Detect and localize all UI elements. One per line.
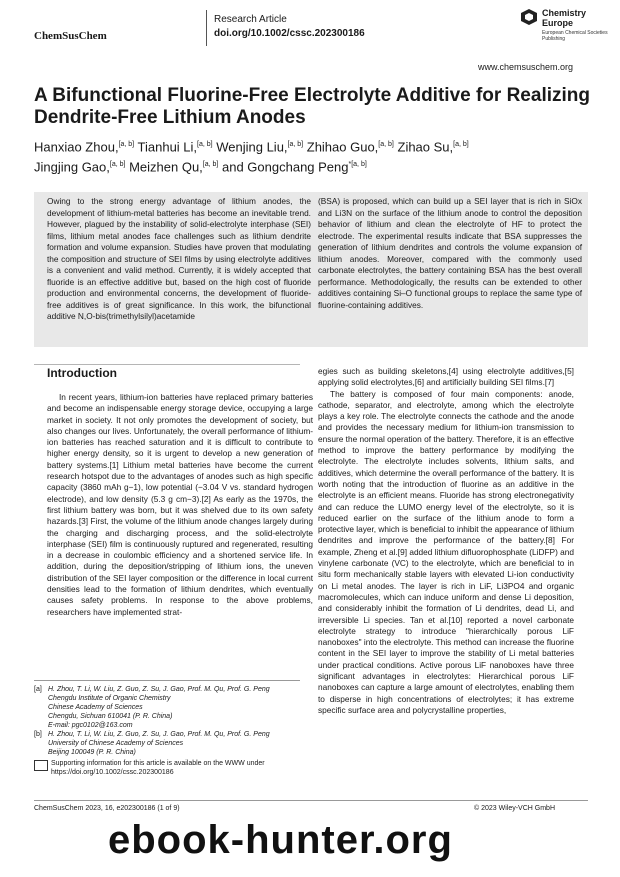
footer-divider [34,800,588,801]
author: Hanxiao Zhou, [34,139,119,155]
article-type: Research Article [214,14,287,25]
author: Zhihao Guo, [306,139,379,155]
watermark: ebook-hunter.org [108,818,453,862]
affiliations [34,685,300,777]
doi-link[interactable]: doi.org/10.1002/cssc.202300186 [214,28,365,39]
author-list: Hanxiao Zhou,[a, b] Tianhui Li,[a, b] Wenjing Liu,[a, b] Zhihao Guo,[a, b] Zihao Su,[a, b] Jingjing Gao,[a, b] Meizhen Qu,[a, b] and Gongchang Peng$^{*[a, b]}$ [34,139,469,175]
article-title: A Bifunctional Fluorine-Free Electrolyte Additive for Realizing Dendrite-Free Lithium Anodes [34,85,590,128]
abstract-right: (BSA) is proposed, which can build up a SEI layer that is rich in SiOx and Li3N on the surface of the lithium anode to control the deposition behavior of lithium and clean the electrolyte of HF to protect the electrode. The experimental results indicate that BSA suppresses the generation of lithium dendrites and controls the volume expansion of lithium anodes. Moreover, compared with the commonly used carbonate electrolytes, the battery containing BSA has the best overall performance. Methodologically, the results can be extended to other additives containing Si–O functional groups to replace the same type of fluorine-containing additives. [318,196,582,310]
author: Tianhui Li, [137,139,198,155]
publisher-logo-icon [520,8,538,26]
affiliation-b: [b] H. Zhou, T. Li, W. Liu, Z. Guo, Z. Su, J. Gao, Prof. M. Qu, Prof. G. Peng University of Chinese Academy of Sciences Beijing 100049 (P. R. China) [34,731,270,756]
author: and Gongchang Peng [222,159,349,175]
publisher-subtitle: European Chemical Societies Publishing [542,30,608,42]
journal-website[interactable]: www.chemsuschem.org [478,62,574,72]
author: Jingjing Gao, [34,159,110,175]
header-divider [206,10,207,46]
section-heading: Introduction [47,366,117,380]
paragraph: In recent years, lithium-ion batteries have replaced primary batteries and become an indispensable energy storage device, occupying a large market in society. It not only promotes the development of society, but also changes our lives. Unfortunately, the overall performance of lithium-ion batteries has reached saturation and it is difficult to contribute to higher energy density, so it is urgent to develop a new generation of battery systems.[1] Lithium metal batteries have become the current research hotspot due to the advantages of anodes such as high specific capacity (3860 mAh g−1), low potential (−3.04 V vs. standard hydrogen electrode), and low density (5.3 g cm−3).[2] As early as the 1970s, the first lithium battery was born, but it was shelved due to its own safety hazards.[3] First, the volume of the lithium anode changes largely during the charging and discharging process, and the solid-electrolyte interphase (SEI) film is continuously ruptured and regenerated, resulting in a decrease in coulombic efficiency and a shortened service life. In addition, during the deposition/stripping of lithium ions, the uneven distribution of the SEI layer composition or the difference in local current densities lead to the formation of lithium dendrites, which eventually causes safety problems. In response to the above problems, researchers have implemented strat- [47,392,313,617]
affiliation-a: [a] H. Zhou, T. Li, W. Liu, Z. Guo, Z. Su, J. Gao, Prof. M. Qu, Prof. G. Peng Chengdu Institute of Organic Chemistry Chinese Academy of Sciences Chengdu, Sichuan 610041 (P. R. China) E-mail: pgc0102@163.com [34,686,270,729]
author: Wenjing Liu, [216,139,288,155]
monitor-icon [34,760,48,771]
paragraph: The battery is composed of four main components: anode, cathode, separator, and electrolyte, among which the electrolyte plays a key role. The electrolyte connects the cathode and the anode and provides the necessary medium for lithium-ion transmission to ensure the normal operation of the battery. Therefore, it is an effective method to improve the battery performance by modifying the electrolyte. The electrolyte includes solvents, lithium salts, and additives, which determine the overall performance of the battery. It is worth noting that the introduction of fluorine as an additive in the electrolyte is an efficient means. Fluoride has strong electronegativity and can reduce the LUMO energy level of the electrolyte, so it is reduced earlier on the surface of the lithium anode to form a protective layer, which is beneficial to inhibit the appearance of lithium dendrites and improve the performance of the battery.[8] For example, Zheng et al.[9] added lithium difluorophosphate (LiDFP) and vinylene carbonate (VC) to the electrolyte, which are beneficial to in situ form mechanically stable layers with elevated Li-ion conductivity on Li metal anodes. The layer is rich in LiF, Li3PO4 and organic macromolecules, which can induce uniform and dense Li deposition, and considerably inhibit the formation of Li dendrites, dead Li, and irreversible Li species. Tan et al.[10] reported a novel carbonate electrolyte strategy to introduce "hierarchically porous LiF nanoboxes" into the electrolyte. This method can increase the fluorine content in the SEI layer to improve the stability of Li metal batteries under practical conditions. Active porous LiF nanoboxes have three significant advantages in electrolytes: Hierarchical porous LiF nanoboxes can capture a large amount of electrolytes, enabling them to disperse in high concentrations of electrolytes; it has extreme specific surface area and polycrystalline properties, [318,388,575,715]
affiliation-divider [34,680,300,681]
author: Zihao Su, [397,139,454,155]
body-column-left [47,392,313,618]
publisher-name: Chemistry Europe [542,8,587,28]
footer-copyright: © 2023 Wiley-VCH GmbH [474,805,556,812]
journal-name: ChemSusChem [34,30,107,42]
footer-citation: ChemSusChem 2023, 16, e202300186 (1 of 9) [34,805,180,812]
author: Meizhen Qu, [129,159,203,175]
paragraph: egies such as building skeletons,[4] using electrolyte additives,[5] applying solid electrolytes,[6] and artificially building SEI films.[7] [318,366,574,388]
supporting-info: Supporting information for this article is available on the WWW under https://doi.org/10.1002/cssc.202300186 [34,759,300,777]
intro-divider [34,364,300,365]
body-column-right [318,366,574,716]
abstract-left: Owing to the strong energy advantage of lithium anodes, the development of lithium-metal batteries has become an inevitable trend. However, plagued by the instability of solid-electrolyte interphase (SEI) films, lithium metal anodes face challenges such as lithium dendrite formation and volume expansion. Studies have proven that modulating the composition and structure of SEI films by using electrolyte additives is a convenient and valid method. Currently, it is widely accepted that fluoride is an effective additive but, based on the high cost of fluoride production and environmental concerns, the development of fluoride-free additives is of great significance. In this work, the bifunctional additive N,O-bis(trimethylsilyl)acetamide [47,196,311,321]
